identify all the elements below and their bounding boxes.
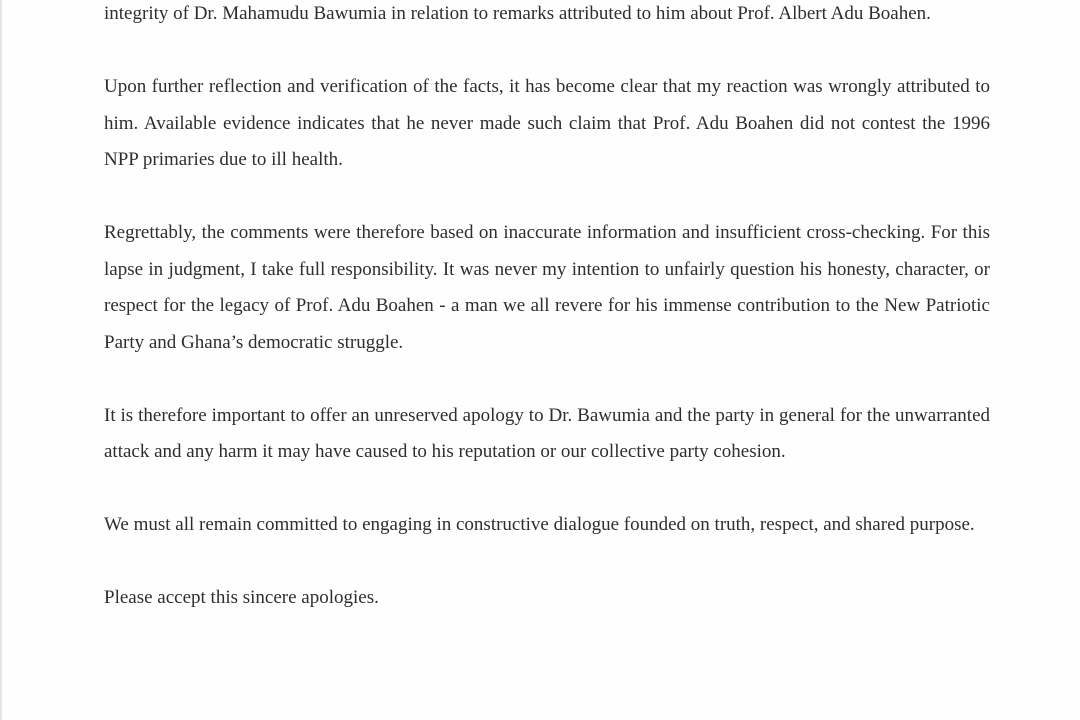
paragraph-regrettably: Regrettably, the comments were therefore based on inaccurate information and insufficient cross-checking. For this lapse in judgment, I take full responsibility. It was never my intention to unfairly question his honesty, character, or respect for the legacy of Prof. Adu Boahen - a man we all revere for his immense contribution to the New Patriotic Party and Ghana’s democratic struggle. [104, 222, 990, 353]
document-page [2, 0, 1080, 720]
paragraph-commitment: We must all remain committed to engaging in constructive dialogue founded on truth, respect, and shared purpose. [104, 514, 975, 535]
paragraph-closing: Please accept this sincere apologies. [104, 587, 379, 608]
paragraph-reflection-verification: Upon further reflection and verification of the facts, it has become clear that my reaction was wrongly attributed to him. Available evidence indicates that he never made such claim that Prof. Adu Boahen did not contest the 1996 NPP primaries due to ill health. [104, 76, 990, 170]
paragraph-apology-offer: It is therefore important to offer an unreserved apology to Dr. Bawumia and the party in general for the unwarranted attack and any harm it may have caused to his reputation or our collective party cohesion. [104, 404, 990, 462]
paragraph-integrity-remarks: integrity of Dr. Mahamudu Bawumia in relation to remarks attributed to him about Prof. Albert Adu Boahen. [104, 3, 931, 24]
document-body [104, 0, 990, 653]
